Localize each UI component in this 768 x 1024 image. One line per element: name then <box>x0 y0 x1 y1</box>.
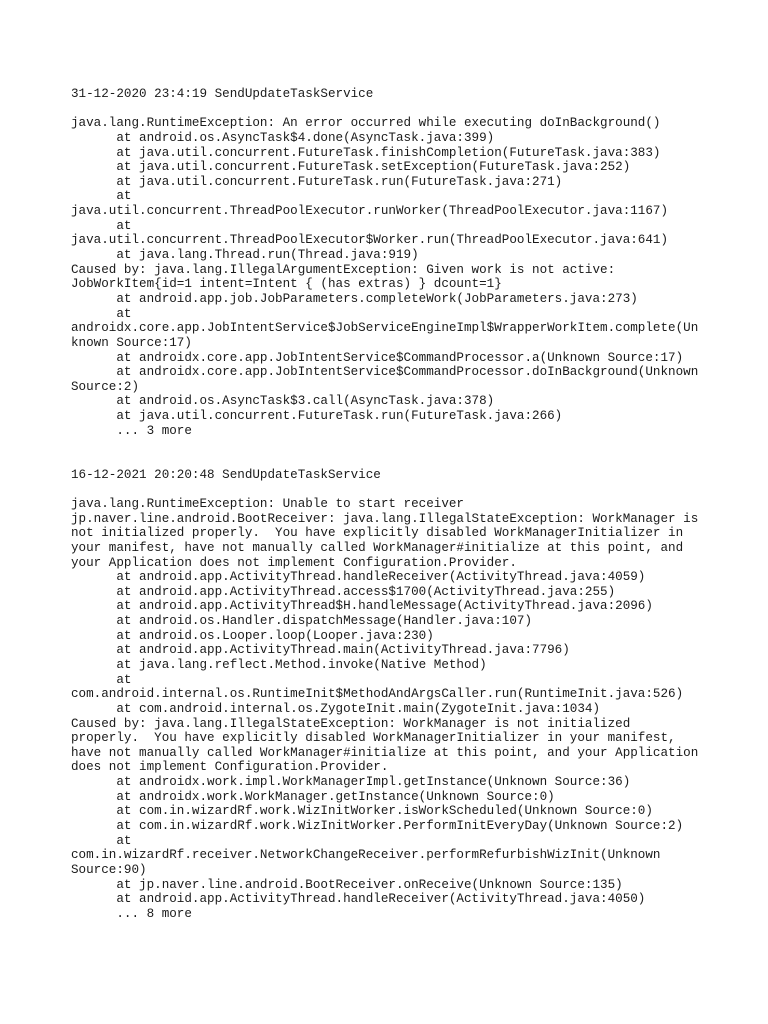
log-line: at android.app.ActivityThread.handleReceiver(ActivityThread.java:4050) <box>71 892 646 907</box>
log-line: java.lang.RuntimeException: Unable to start receiver <box>71 496 464 511</box>
log-line: at com.in.wizardRf.work.WizInitWorker.PerformInitEveryDay(Unknown Source:2) <box>71 819 684 834</box>
log-line: at <box>71 672 132 687</box>
log-line: at java.lang.reflect.Method.invoke(Native Method) <box>71 658 487 672</box>
log-line: known Source:17) <box>71 335 192 350</box>
log-line: at android.app.ActivityThread.handleReceiver(ActivityThread.java:4059) <box>71 570 646 585</box>
log-line: properly. You have explicitly disabled WorkManagerInitializer in your manifest, <box>71 731 676 746</box>
log-line: your manifest, have not manually called WorkManager#initialize at this point, and <box>71 540 684 555</box>
log-line: JobWorkItem{id=1 intent=Intent { (has extras) } dcount=1} <box>71 277 502 292</box>
log-line: not initialized properly. You have explicitly disabled WorkManagerInitializer in <box>71 526 684 541</box>
entry-header: 16-12-2021 20:20:48 SendUpdateTaskService <box>71 467 381 482</box>
entry-header: 31-12-2020 23:4:19 SendUpdateTaskService <box>71 87 374 101</box>
log-text <box>71 87 761 922</box>
log-line: at java.util.concurrent.FutureTask.finishCompletion(FutureTask.java:383) <box>71 145 661 160</box>
log-line: your Application does not implement Configuration.Provider. <box>71 555 517 570</box>
log-line: at <box>71 218 132 233</box>
log-line: at androidx.work.WorkManager.getInstance(Unknown Source:0) <box>71 789 555 804</box>
log-line: ... 8 more <box>71 906 192 921</box>
log-line: at android.os.Looper.loop(Looper.java:230) <box>71 628 434 643</box>
log-line: does not implement Configuration.Provider. <box>71 760 389 775</box>
log-line: have not manually called WorkManager#initialize at this point, and your Application <box>71 745 699 760</box>
log-line: jp.naver.line.android.BootReceiver: java.lang.IllegalStateException: WorkManager is <box>71 511 699 526</box>
log-line: at <box>71 833 132 848</box>
log-line: Source:2) <box>71 379 140 394</box>
log-line: at android.app.job.JobParameters.completeWork(JobParameters.java:273) <box>71 291 638 306</box>
log-line: at android.os.AsyncTask$4.done(AsyncTask.java:399) <box>71 130 495 145</box>
log-line: at android.os.AsyncTask$3.call(AsyncTask.java:378) <box>71 394 495 409</box>
log-line: java.util.concurrent.ThreadPoolExecutor$Worker.run(ThreadPoolExecutor.java:641) <box>71 233 669 248</box>
log-line: at android.os.Handler.dispatchMessage(Handler.java:107) <box>71 614 533 629</box>
log-line: ... 3 more <box>71 423 192 438</box>
log-line: at jp.naver.line.android.BootReceiver.onReceive(Unknown Source:135) <box>71 877 623 892</box>
log-line: at java.util.concurrent.FutureTask.setException(FutureTask.java:252) <box>71 160 631 175</box>
log-line: com.android.internal.os.RuntimeInit$MethodAndArgsCaller.run(RuntimeInit.java:526) <box>71 687 684 702</box>
log-line: at java.util.concurrent.FutureTask.run(FutureTask.java:271) <box>71 174 563 189</box>
log-line: Caused by: java.lang.IllegalStateException: WorkManager is not initialized <box>71 716 631 731</box>
log-line: com.in.wizardRf.receiver.NetworkChangeReceiver.performRefurbishWizInit(Unknown <box>71 848 661 863</box>
log-line: at <box>71 306 132 321</box>
log-line: at androidx.work.impl.WorkManagerImpl.getInstance(Unknown Source:36) <box>71 775 631 790</box>
log-line: at java.util.concurrent.FutureTask.run(FutureTask.java:266) <box>71 409 563 424</box>
log-line: at androidx.core.app.JobIntentService$CommandProcessor.a(Unknown Source:17) <box>71 350 684 365</box>
log-line: at android.app.ActivityThread.access$1700(ActivityThread.java:255) <box>71 584 616 599</box>
log-line: at android.app.ActivityThread.main(ActivityThread.java:7796) <box>71 643 570 658</box>
log-line: at android.app.ActivityThread$H.handleMessage(ActivityThread.java:2096) <box>71 599 653 614</box>
log-line: Caused by: java.lang.IllegalArgumentException: Given work is not active: <box>71 262 616 277</box>
log-line: androidx.core.app.JobIntentService$JobServiceEngineImpl$WrapperWorkItem.complete(Un <box>71 321 699 336</box>
log-line: at com.android.internal.os.ZygoteInit.main(ZygoteInit.java:1034) <box>71 701 601 716</box>
log-line: at androidx.core.app.JobIntentService$CommandProcessor.doInBackground(Unknown <box>71 365 699 380</box>
log-line: java.util.concurrent.ThreadPoolExecutor.runWorker(ThreadPoolExecutor.java:1167) <box>71 204 669 219</box>
log-line: at <box>71 189 132 204</box>
log-line: at java.lang.Thread.run(Thread.java:919) <box>71 248 419 263</box>
log-line: java.lang.RuntimeException: An error occurred while executing doInBackground() <box>71 116 661 131</box>
log-line: Source:90) <box>71 862 147 877</box>
log-line: at com.in.wizardRf.work.WizInitWorker.isWorkScheduled(Unknown Source:0) <box>71 804 653 819</box>
